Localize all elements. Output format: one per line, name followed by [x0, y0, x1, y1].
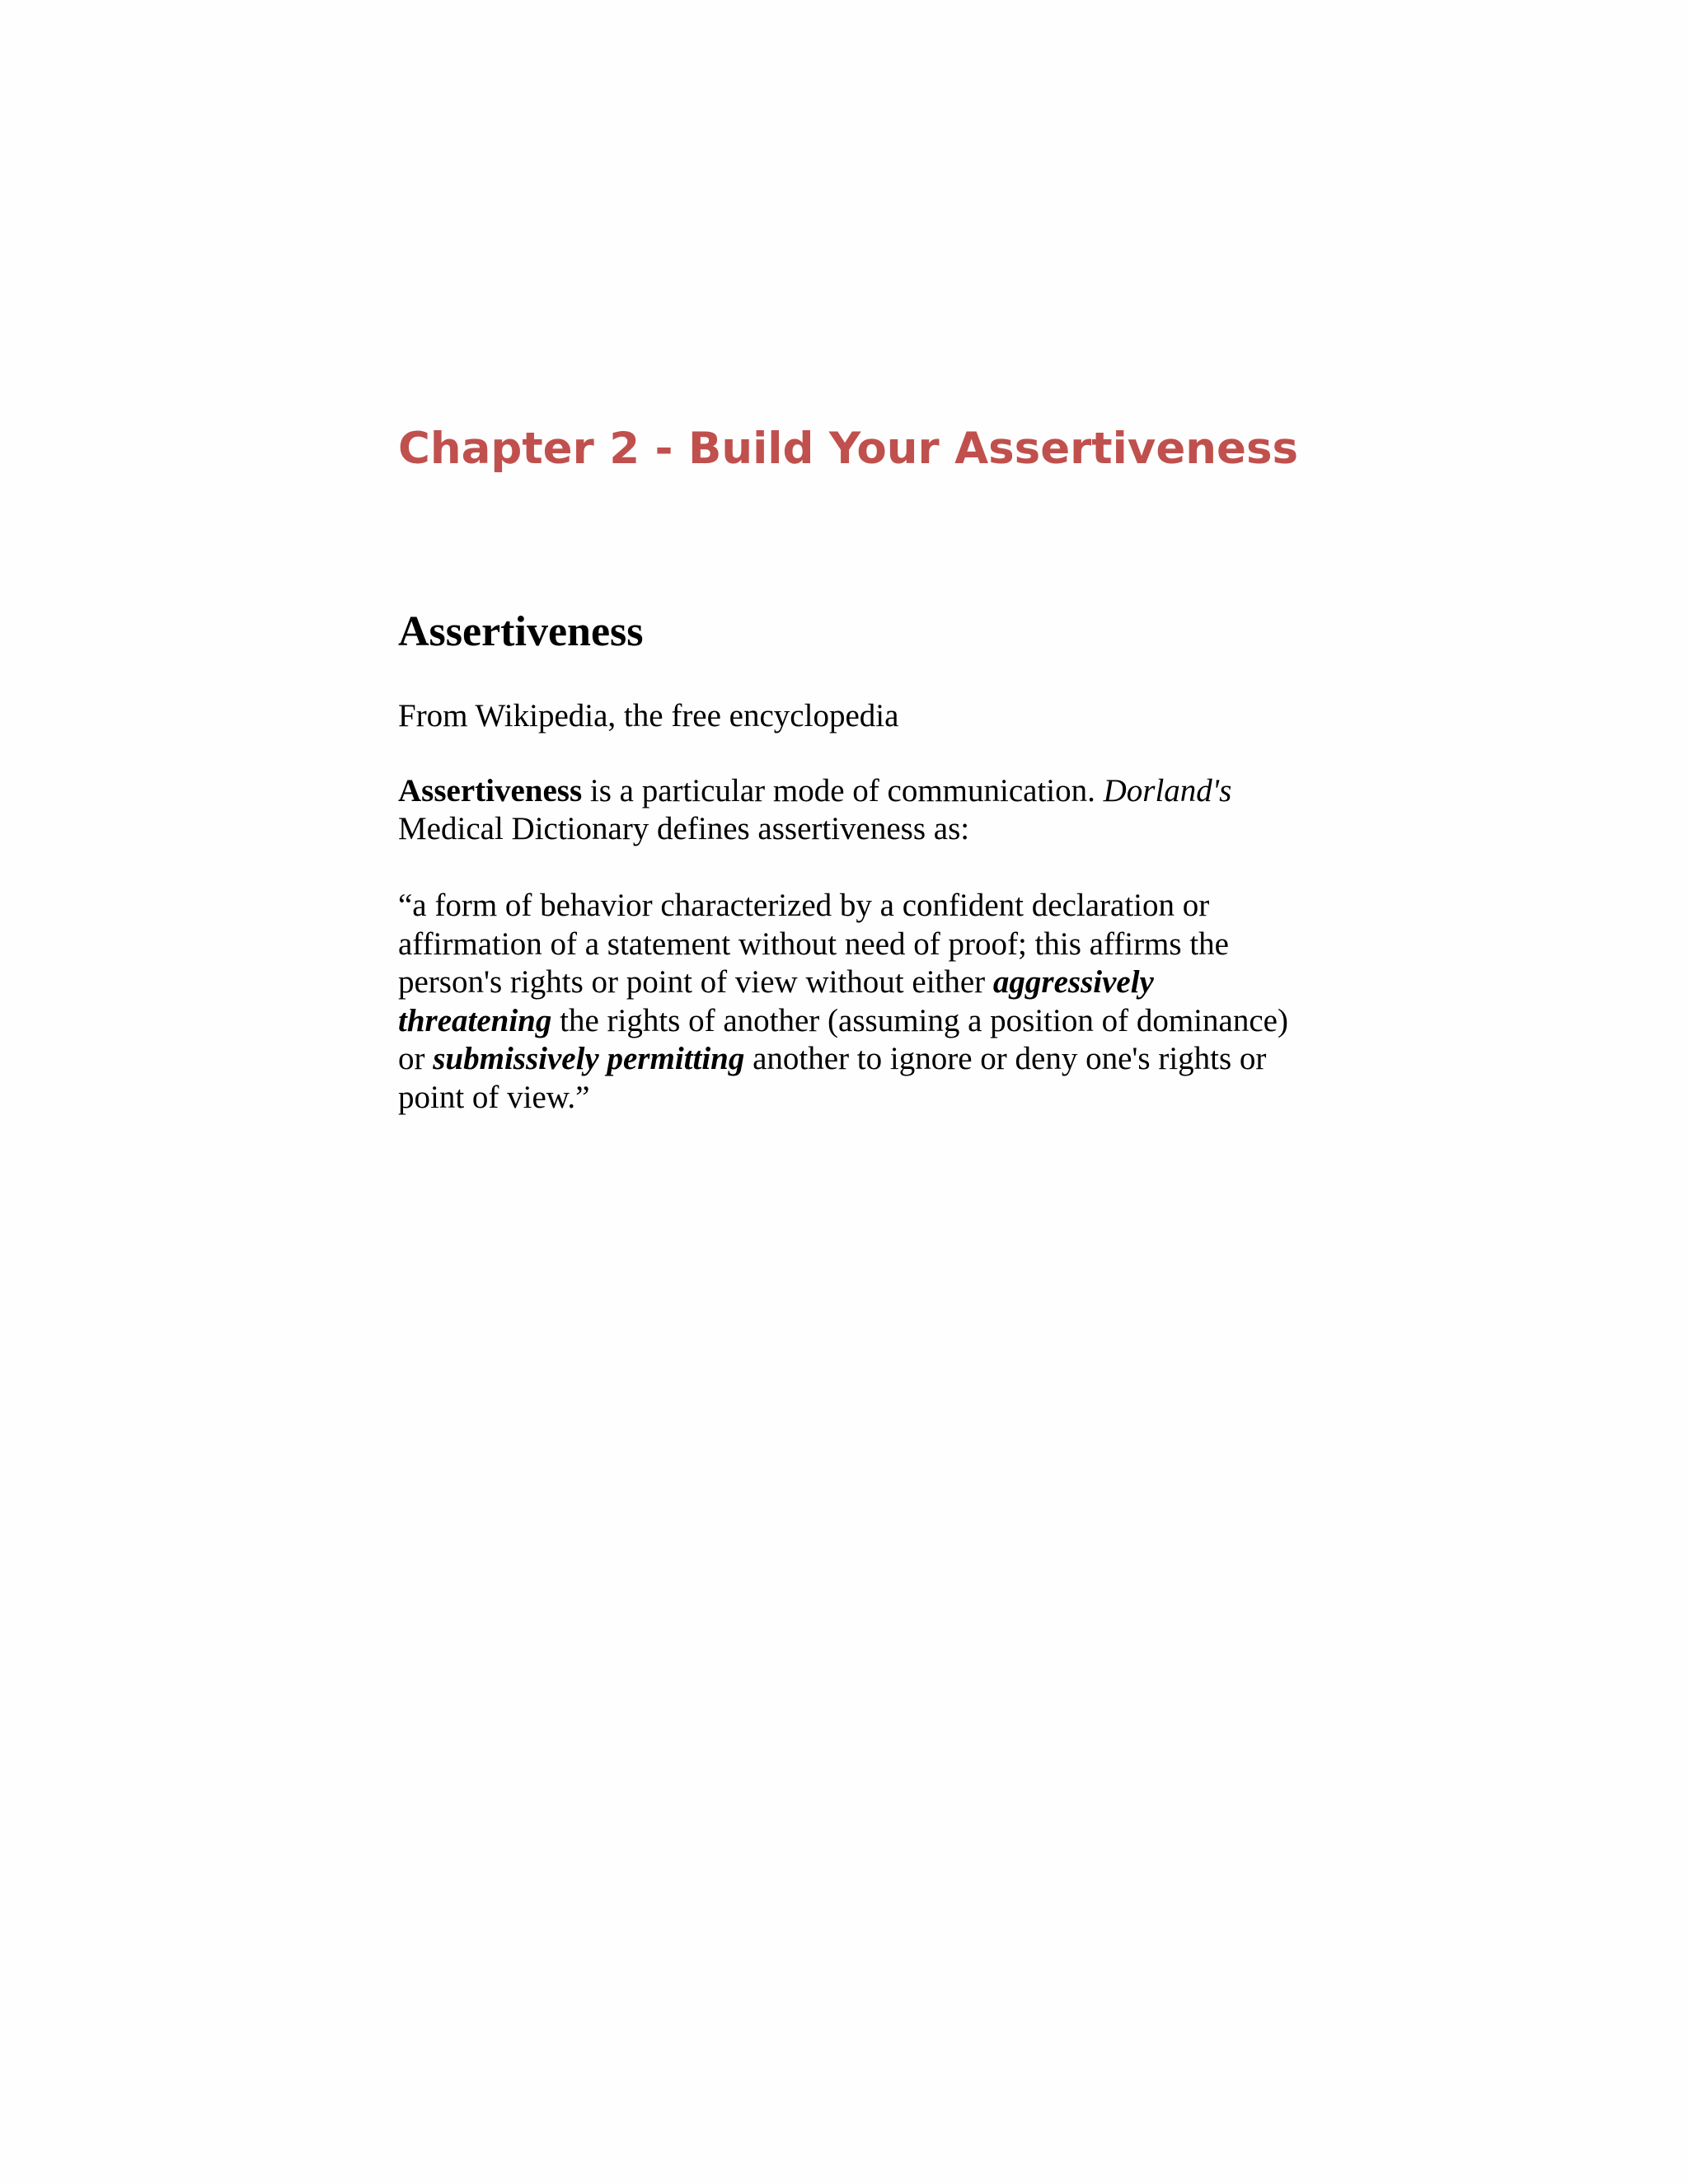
source-line: From Wikipedia, the free encyclopedia [398, 698, 899, 733]
chapter-title: Chapter 2 - Build Your Assertiveness [398, 424, 1299, 474]
quote-text-2: the rights of another (assuming a position of dominance) or [398, 1002, 1288, 1076]
defined-term: Assertiveness [398, 773, 583, 808]
quote-emphasis-submissive: submissively permitting [433, 1041, 745, 1076]
definition-paragraph [398, 772, 1305, 848]
definition-text-2: Medical Dictionary defines assertiveness as: [398, 811, 970, 846]
quote-text-3: another to ignore or deny one's rights or point of view.” [398, 1041, 1267, 1115]
quote-emphasis-aggressive: aggressively threatening [398, 964, 1154, 1038]
definition-text-1: is a particular mode of communication. [582, 773, 1104, 808]
quote-text-1: “a form of behavior characterized by a confident declaration or affirmation of a statement without need of proof; this affirms the person's rights or point of view without either [398, 888, 1229, 1000]
definition-quote [398, 887, 1296, 1117]
dictionary-name: Dorland's [1103, 773, 1232, 808]
section-heading: Assertiveness [398, 608, 644, 655]
